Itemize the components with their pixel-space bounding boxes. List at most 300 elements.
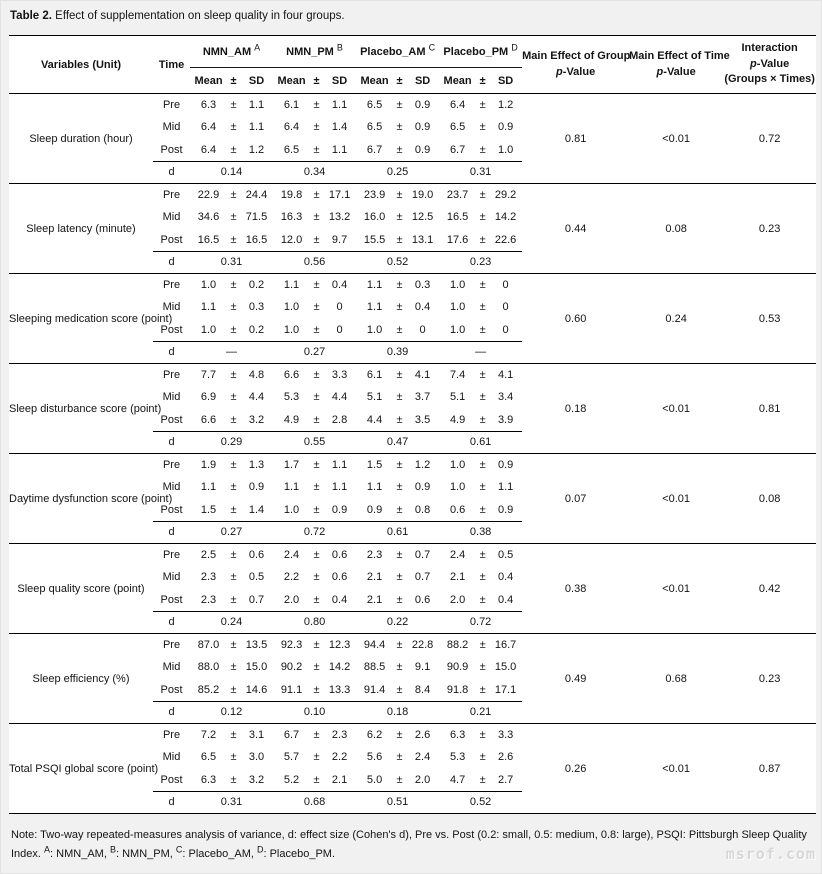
time-label: Mid bbox=[162, 391, 181, 404]
plus-minus-symbol: ± bbox=[313, 661, 320, 674]
sd-value: 16.7 bbox=[494, 639, 517, 651]
plus-minus-symbol: ± bbox=[479, 233, 486, 246]
table-caption-text: Effect of supplementation on sleep quality in four groups. bbox=[51, 10, 345, 22]
p-value-interaction: 0.53 bbox=[723, 274, 816, 364]
mean-value: 5.7 bbox=[283, 751, 300, 764]
p-value-time: 0.24 bbox=[629, 274, 723, 364]
table-row bbox=[9, 454, 816, 477]
p-value-label: p-Value bbox=[656, 65, 696, 78]
effect-size-value: 0.25 bbox=[356, 161, 439, 184]
table-caption-label: Table 2. bbox=[10, 10, 52, 22]
plus-minus-symbol: ± bbox=[313, 279, 320, 291]
mean-value: 1.5 bbox=[366, 459, 383, 471]
sd-value: 2.6 bbox=[497, 751, 514, 764]
table-row bbox=[9, 274, 816, 297]
table-row bbox=[9, 544, 816, 567]
mean-value: 2.0 bbox=[283, 593, 300, 606]
effect-size-value: 0.47 bbox=[356, 431, 439, 454]
sd-value: 3.3 bbox=[497, 729, 514, 741]
plus-minus-symbol: ± bbox=[230, 143, 237, 156]
mean-value: 1.1 bbox=[366, 279, 383, 291]
group-name: NMN_PM bbox=[286, 45, 334, 58]
sd-value: 0.4 bbox=[414, 301, 431, 314]
p-value-group: 0.49 bbox=[522, 634, 629, 724]
mean-value: 6.5 bbox=[449, 121, 466, 134]
sd-value: 1.4 bbox=[248, 503, 265, 516]
sd-value: 24.4 bbox=[245, 189, 268, 201]
time-label: Mid bbox=[162, 481, 181, 494]
mean-value: 92.3 bbox=[280, 639, 303, 651]
effect-size-value: 0.68 bbox=[273, 791, 356, 814]
mean-value: 94.4 bbox=[363, 639, 386, 651]
mean-value: 1.0 bbox=[449, 301, 466, 314]
plus-minus-symbol: ± bbox=[479, 751, 486, 764]
time-label: Mid bbox=[162, 571, 181, 584]
col-subheader-pm: ± bbox=[227, 68, 240, 94]
plus-minus-symbol: ± bbox=[479, 189, 486, 201]
effect-size-value: 0.27 bbox=[273, 341, 356, 364]
sd-value: 0.6 bbox=[414, 593, 431, 606]
sd-value: 3.2 bbox=[248, 773, 265, 786]
sd-value: 14.2 bbox=[328, 661, 351, 674]
mean-value: 34.6 bbox=[197, 211, 220, 224]
mean-value: 1.1 bbox=[200, 301, 217, 314]
plus-minus-symbol: ± bbox=[479, 549, 486, 561]
plus-minus-symbol: ± bbox=[230, 301, 237, 314]
col-subheader-pm: ± bbox=[393, 68, 406, 94]
plus-minus-symbol: ± bbox=[396, 323, 403, 336]
plus-minus-symbol: ± bbox=[230, 279, 237, 291]
effect-size-value: 0.56 bbox=[273, 251, 356, 274]
time-label: Post bbox=[160, 323, 183, 336]
mean-value: 1.1 bbox=[283, 279, 300, 291]
time-label: Post bbox=[160, 683, 183, 696]
sd-value: 17.1 bbox=[494, 683, 517, 696]
effect-size-value: 0.61 bbox=[439, 431, 522, 454]
mean-value: 1.9 bbox=[200, 459, 217, 471]
sd-value: 0.3 bbox=[248, 301, 265, 314]
variable-name: Sleep quality score (point) bbox=[9, 544, 153, 634]
mean-value: 1.0 bbox=[200, 279, 217, 291]
plus-minus-symbol: ± bbox=[230, 683, 237, 696]
sd-value: 2.6 bbox=[414, 729, 431, 741]
col-header-group-nmn-pm bbox=[273, 36, 356, 68]
mean-value: 6.4 bbox=[449, 99, 466, 111]
effect-size-value: 0.29 bbox=[190, 431, 273, 454]
mean-value: 1.7 bbox=[283, 459, 300, 471]
plus-minus-symbol: ± bbox=[230, 459, 237, 471]
sd-value: 0 bbox=[336, 323, 343, 336]
sd-value: 15.0 bbox=[245, 661, 268, 674]
plus-minus-symbol: ± bbox=[479, 323, 486, 336]
footnote-sup-c: C bbox=[175, 844, 183, 855]
p-value-interaction: 0.72 bbox=[723, 94, 816, 184]
sd-value: 0.4 bbox=[331, 593, 348, 606]
mean-value: 1.0 bbox=[449, 481, 466, 494]
time-label: Pre bbox=[162, 459, 181, 471]
header-line: Interaction bbox=[741, 41, 798, 54]
mean-value: 16.0 bbox=[363, 211, 386, 224]
variable-name: Sleeping medication score (point) bbox=[9, 274, 153, 364]
sd-value: 0.5 bbox=[248, 571, 265, 584]
plus-minus-symbol: ± bbox=[396, 481, 403, 494]
plus-minus-symbol: ± bbox=[479, 391, 486, 404]
plus-minus-symbol: ± bbox=[479, 481, 486, 494]
sd-value: 0.9 bbox=[497, 459, 514, 471]
time-label: Pre bbox=[162, 729, 181, 741]
plus-minus-symbol: ± bbox=[313, 503, 320, 516]
mean-value: 1.1 bbox=[200, 481, 217, 494]
sd-value: 14.2 bbox=[494, 211, 517, 224]
p-value-group: 0.60 bbox=[522, 274, 629, 364]
sd-value: 0.9 bbox=[248, 481, 265, 494]
effect-size-value: 0.21 bbox=[439, 701, 522, 724]
sd-value: 9.1 bbox=[414, 661, 431, 674]
sd-value: 16.5 bbox=[245, 233, 268, 246]
time-label: Mid bbox=[162, 211, 181, 224]
mean-value: 6.4 bbox=[200, 121, 217, 134]
effect-size-value: 0.55 bbox=[273, 431, 356, 454]
mean-value: 4.4 bbox=[366, 413, 383, 426]
time-label: Pre bbox=[162, 279, 181, 291]
col-subheader-sd: SD bbox=[489, 68, 522, 94]
table-row bbox=[9, 364, 816, 387]
mean-value: 2.1 bbox=[366, 593, 383, 606]
col-header-group-nmn-am bbox=[190, 36, 273, 68]
footnote-sup-d: D bbox=[256, 844, 264, 855]
group-sup: C bbox=[428, 41, 436, 52]
plus-minus-symbol: ± bbox=[313, 751, 320, 764]
header-row-groups bbox=[9, 36, 816, 68]
plus-minus-symbol: ± bbox=[313, 121, 320, 134]
mean-value: 90.2 bbox=[280, 661, 303, 674]
time-label: Pre bbox=[162, 639, 181, 651]
col-subheader-sd: SD bbox=[323, 68, 356, 94]
effect-size-value: 0.61 bbox=[356, 521, 439, 544]
mean-value: 2.3 bbox=[200, 571, 217, 584]
effect-size-label: d bbox=[153, 251, 190, 274]
mean-value: 6.4 bbox=[200, 143, 217, 156]
effect-size-label: d bbox=[153, 521, 190, 544]
sd-value: 0.4 bbox=[331, 279, 348, 291]
plus-minus-symbol: ± bbox=[479, 773, 486, 786]
mean-value: 2.1 bbox=[366, 571, 383, 584]
mean-value: 1.5 bbox=[200, 503, 217, 516]
mean-value: 6.5 bbox=[366, 121, 383, 134]
col-subheader-mean: Mean bbox=[190, 68, 227, 94]
sd-value: 0.9 bbox=[414, 143, 431, 156]
effect-size-value: 0.31 bbox=[439, 161, 522, 184]
effect-size-value: 0.27 bbox=[190, 521, 273, 544]
time-label: Pre bbox=[162, 99, 181, 111]
mean-value: 6.5 bbox=[366, 99, 383, 111]
plus-minus-symbol: ± bbox=[396, 683, 403, 696]
plus-minus-symbol: ± bbox=[230, 189, 237, 201]
group-sup: A bbox=[254, 41, 261, 52]
sd-value: 0.4 bbox=[497, 593, 514, 606]
sd-value: 0.6 bbox=[248, 549, 265, 561]
mean-value: 90.9 bbox=[446, 661, 469, 674]
plus-minus-symbol: ± bbox=[396, 729, 403, 741]
mean-value: 6.3 bbox=[449, 729, 466, 741]
p-value-group: 0.18 bbox=[522, 364, 629, 454]
footnote-sup-b: B bbox=[109, 844, 116, 855]
effect-size-value: 0.52 bbox=[356, 251, 439, 274]
effect-size-value: 0.72 bbox=[439, 611, 522, 634]
mean-value: 22.9 bbox=[197, 189, 220, 201]
mean-value: 2.4 bbox=[449, 549, 466, 561]
sd-value: 0.7 bbox=[248, 593, 265, 606]
sd-value: 0 bbox=[419, 323, 426, 336]
plus-minus-symbol: ± bbox=[230, 593, 237, 606]
sd-value: 9.7 bbox=[331, 233, 348, 246]
mean-value: 2.3 bbox=[366, 549, 383, 561]
footnote-legend-d: : Placebo_PM. bbox=[263, 847, 336, 860]
col-subheader-pm: ± bbox=[310, 68, 323, 94]
plus-minus-symbol: ± bbox=[479, 729, 486, 741]
mean-value: 5.1 bbox=[366, 391, 383, 404]
sd-value: 1.1 bbox=[331, 99, 348, 111]
mean-value: 1.0 bbox=[366, 323, 383, 336]
mean-value: 1.0 bbox=[200, 323, 217, 336]
sd-value: 2.4 bbox=[414, 751, 431, 764]
plus-minus-symbol: ± bbox=[479, 121, 486, 134]
p-value-time: 0.08 bbox=[629, 184, 723, 274]
sd-value: 0 bbox=[336, 301, 343, 314]
variable-name: Total PSQI global score (point) bbox=[9, 724, 153, 814]
plus-minus-symbol: ± bbox=[396, 301, 403, 314]
plus-minus-symbol: ± bbox=[313, 391, 320, 404]
effect-size-value: 0.18 bbox=[356, 701, 439, 724]
effect-size-label: d bbox=[153, 161, 190, 184]
mean-value: 1.1 bbox=[366, 301, 383, 314]
footnote bbox=[9, 814, 813, 863]
plus-minus-symbol: ± bbox=[230, 369, 237, 381]
mean-value: 91.8 bbox=[446, 683, 469, 696]
sd-value: 0.9 bbox=[414, 481, 431, 494]
plus-minus-symbol: ± bbox=[396, 233, 403, 246]
plus-minus-symbol: ± bbox=[479, 571, 486, 584]
time-label: Post bbox=[160, 503, 183, 516]
plus-minus-symbol: ± bbox=[479, 503, 486, 516]
mean-value: 1.0 bbox=[449, 323, 466, 336]
sd-value: 17.1 bbox=[328, 189, 351, 201]
mean-value: 2.5 bbox=[200, 549, 217, 561]
mean-value: 2.0 bbox=[449, 593, 466, 606]
sd-value: 2.7 bbox=[497, 773, 514, 786]
p-value-label: p-Value bbox=[750, 57, 790, 70]
time-label: Mid bbox=[162, 301, 181, 314]
effect-size-value: 0.38 bbox=[439, 521, 522, 544]
sd-value: 0.7 bbox=[414, 549, 431, 561]
mean-value: 91.1 bbox=[280, 683, 303, 696]
header-line-sub: (Groups × Times) bbox=[724, 73, 815, 86]
col-subheader-mean: Mean bbox=[273, 68, 310, 94]
mean-value: 0.9 bbox=[366, 503, 383, 516]
sd-value: 1.4 bbox=[331, 121, 348, 134]
plus-minus-symbol: ± bbox=[396, 751, 403, 764]
time-label: Post bbox=[160, 233, 183, 246]
variable-name: Sleep duration (hour) bbox=[9, 94, 153, 184]
effect-size-value: 0.22 bbox=[356, 611, 439, 634]
sd-value: 1.2 bbox=[414, 459, 431, 471]
p-value-group: 0.81 bbox=[522, 94, 629, 184]
plus-minus-symbol: ± bbox=[313, 549, 320, 561]
plus-minus-symbol: ± bbox=[313, 143, 320, 156]
p-value-interaction: 0.23 bbox=[723, 634, 816, 724]
plus-minus-symbol: ± bbox=[313, 301, 320, 314]
sd-value: 0.2 bbox=[248, 323, 265, 336]
col-subheader-sd: SD bbox=[240, 68, 273, 94]
sd-value: 2.0 bbox=[414, 773, 431, 786]
time-label: Pre bbox=[162, 189, 181, 201]
sd-value: 3.9 bbox=[497, 413, 514, 426]
mean-value: 6.5 bbox=[283, 143, 300, 156]
sd-value: 3.0 bbox=[248, 751, 265, 764]
sd-value: 1.1 bbox=[331, 459, 348, 471]
sd-value: 1.2 bbox=[497, 99, 514, 111]
sd-value: 13.3 bbox=[328, 683, 351, 696]
p-value-group: 0.26 bbox=[522, 724, 629, 814]
plus-minus-symbol: ± bbox=[479, 143, 486, 156]
p-value-interaction: 0.87 bbox=[723, 724, 816, 814]
plus-minus-symbol: ± bbox=[313, 459, 320, 471]
sd-value: 0.5 bbox=[497, 549, 514, 561]
mean-value: 6.6 bbox=[283, 369, 300, 381]
sd-value: 0.3 bbox=[414, 279, 431, 291]
plus-minus-symbol: ± bbox=[396, 99, 403, 111]
plus-minus-symbol: ± bbox=[313, 211, 320, 224]
plus-minus-symbol: ± bbox=[230, 729, 237, 741]
plus-minus-symbol: ± bbox=[396, 369, 403, 381]
plus-minus-symbol: ± bbox=[230, 751, 237, 764]
footnote-sup-a: A bbox=[44, 844, 51, 855]
time-label: Mid bbox=[162, 751, 181, 764]
mean-value: 2.1 bbox=[449, 571, 466, 584]
variable-name: Sleep latency (minute) bbox=[9, 184, 153, 274]
col-header-group-placebo-am bbox=[356, 36, 439, 68]
p-value-interaction: 0.81 bbox=[723, 364, 816, 454]
variable-name: Sleep efficiency (%) bbox=[9, 634, 153, 724]
p-value-time: 0.68 bbox=[629, 634, 723, 724]
sd-value: 12.5 bbox=[411, 211, 434, 224]
plus-minus-symbol: ± bbox=[396, 773, 403, 786]
sd-value: 0.4 bbox=[497, 571, 514, 584]
sd-value: 19.0 bbox=[411, 189, 434, 201]
col-header-main-effect-time bbox=[629, 36, 730, 94]
mean-value: 7.7 bbox=[200, 369, 217, 381]
plus-minus-symbol: ± bbox=[479, 99, 486, 111]
sd-value: 1.1 bbox=[331, 481, 348, 494]
time-label: Post bbox=[160, 773, 183, 786]
mean-value: 6.4 bbox=[283, 121, 300, 134]
mean-value: 1.1 bbox=[366, 481, 383, 494]
mean-value: 6.9 bbox=[200, 391, 217, 404]
sd-value: 4.8 bbox=[248, 369, 265, 381]
mean-value: 6.1 bbox=[283, 99, 300, 111]
plus-minus-symbol: ± bbox=[396, 211, 403, 224]
sd-value: 0.6 bbox=[331, 571, 348, 584]
mean-value: 88.2 bbox=[446, 639, 469, 651]
table-caption bbox=[9, 8, 813, 35]
plus-minus-symbol: ± bbox=[313, 773, 320, 786]
sd-value: 1.3 bbox=[248, 459, 265, 471]
mean-value: 5.2 bbox=[283, 773, 300, 786]
sd-value: 3.5 bbox=[414, 413, 431, 426]
header-line: Main Effect of Group bbox=[522, 49, 631, 62]
plus-minus-symbol: ± bbox=[313, 571, 320, 584]
plus-minus-symbol: ± bbox=[396, 661, 403, 674]
sd-value: 2.8 bbox=[331, 413, 348, 426]
sd-value: 2.1 bbox=[331, 773, 348, 786]
p-value-group: 0.38 bbox=[522, 544, 629, 634]
p-value-interaction: 0.23 bbox=[723, 184, 816, 274]
sd-value: 14.6 bbox=[245, 683, 268, 696]
plus-minus-symbol: ± bbox=[230, 571, 237, 584]
plus-minus-symbol: ± bbox=[396, 189, 403, 201]
mean-value: 4.7 bbox=[449, 773, 466, 786]
mean-value: 15.5 bbox=[363, 233, 386, 246]
sd-value: 22.6 bbox=[494, 233, 517, 246]
effect-size-value: 0.24 bbox=[190, 611, 273, 634]
plus-minus-symbol: ± bbox=[396, 391, 403, 404]
p-value-time: <0.01 bbox=[629, 544, 723, 634]
col-subheader-pm: ± bbox=[476, 68, 489, 94]
mean-value: 6.7 bbox=[366, 143, 383, 156]
mean-value: 2.2 bbox=[283, 571, 300, 584]
mean-value: 17.6 bbox=[446, 233, 469, 246]
variable-name: Sleep disturbance score (point) bbox=[9, 364, 153, 454]
page bbox=[1, 1, 821, 870]
mean-value: 6.7 bbox=[449, 143, 466, 156]
sd-value: 0 bbox=[502, 323, 509, 336]
sd-value: 12.3 bbox=[328, 639, 351, 651]
col-subheader-mean: Mean bbox=[439, 68, 476, 94]
mean-value: 87.0 bbox=[197, 639, 220, 651]
sd-value: 3.4 bbox=[497, 391, 514, 404]
mean-value: 1.0 bbox=[449, 459, 466, 471]
sd-value: 13.2 bbox=[328, 211, 351, 224]
mean-value: 0.6 bbox=[449, 503, 466, 516]
time-label: Pre bbox=[162, 369, 181, 381]
mean-value: 6.3 bbox=[200, 773, 217, 786]
plus-minus-symbol: ± bbox=[230, 549, 237, 561]
plus-minus-symbol: ± bbox=[396, 593, 403, 606]
plus-minus-symbol: ± bbox=[479, 593, 486, 606]
mean-value: 85.2 bbox=[197, 683, 220, 696]
plus-minus-symbol: ± bbox=[479, 369, 486, 381]
time-label: Mid bbox=[162, 121, 181, 134]
plus-minus-symbol: ± bbox=[313, 99, 320, 111]
sd-value: 1.1 bbox=[248, 99, 265, 111]
plus-minus-symbol: ± bbox=[313, 233, 320, 246]
group-name: Placebo_AM bbox=[360, 45, 426, 58]
sd-value: 1.1 bbox=[331, 143, 348, 156]
mean-value: 1.1 bbox=[283, 481, 300, 494]
sd-value: 22.8 bbox=[411, 639, 434, 651]
sd-value: 0.9 bbox=[497, 503, 514, 516]
mean-value: 1.0 bbox=[449, 279, 466, 291]
p-value-time: <0.01 bbox=[629, 94, 723, 184]
mean-value: 23.9 bbox=[363, 189, 386, 201]
plus-minus-symbol: ± bbox=[313, 189, 320, 201]
sd-value: 13.1 bbox=[411, 233, 434, 246]
sd-value: 3.7 bbox=[414, 391, 431, 404]
p-value-interaction: 0.42 bbox=[723, 544, 816, 634]
mean-value: 2.3 bbox=[200, 593, 217, 606]
time-label: Pre bbox=[162, 549, 181, 561]
table-row bbox=[9, 724, 816, 747]
